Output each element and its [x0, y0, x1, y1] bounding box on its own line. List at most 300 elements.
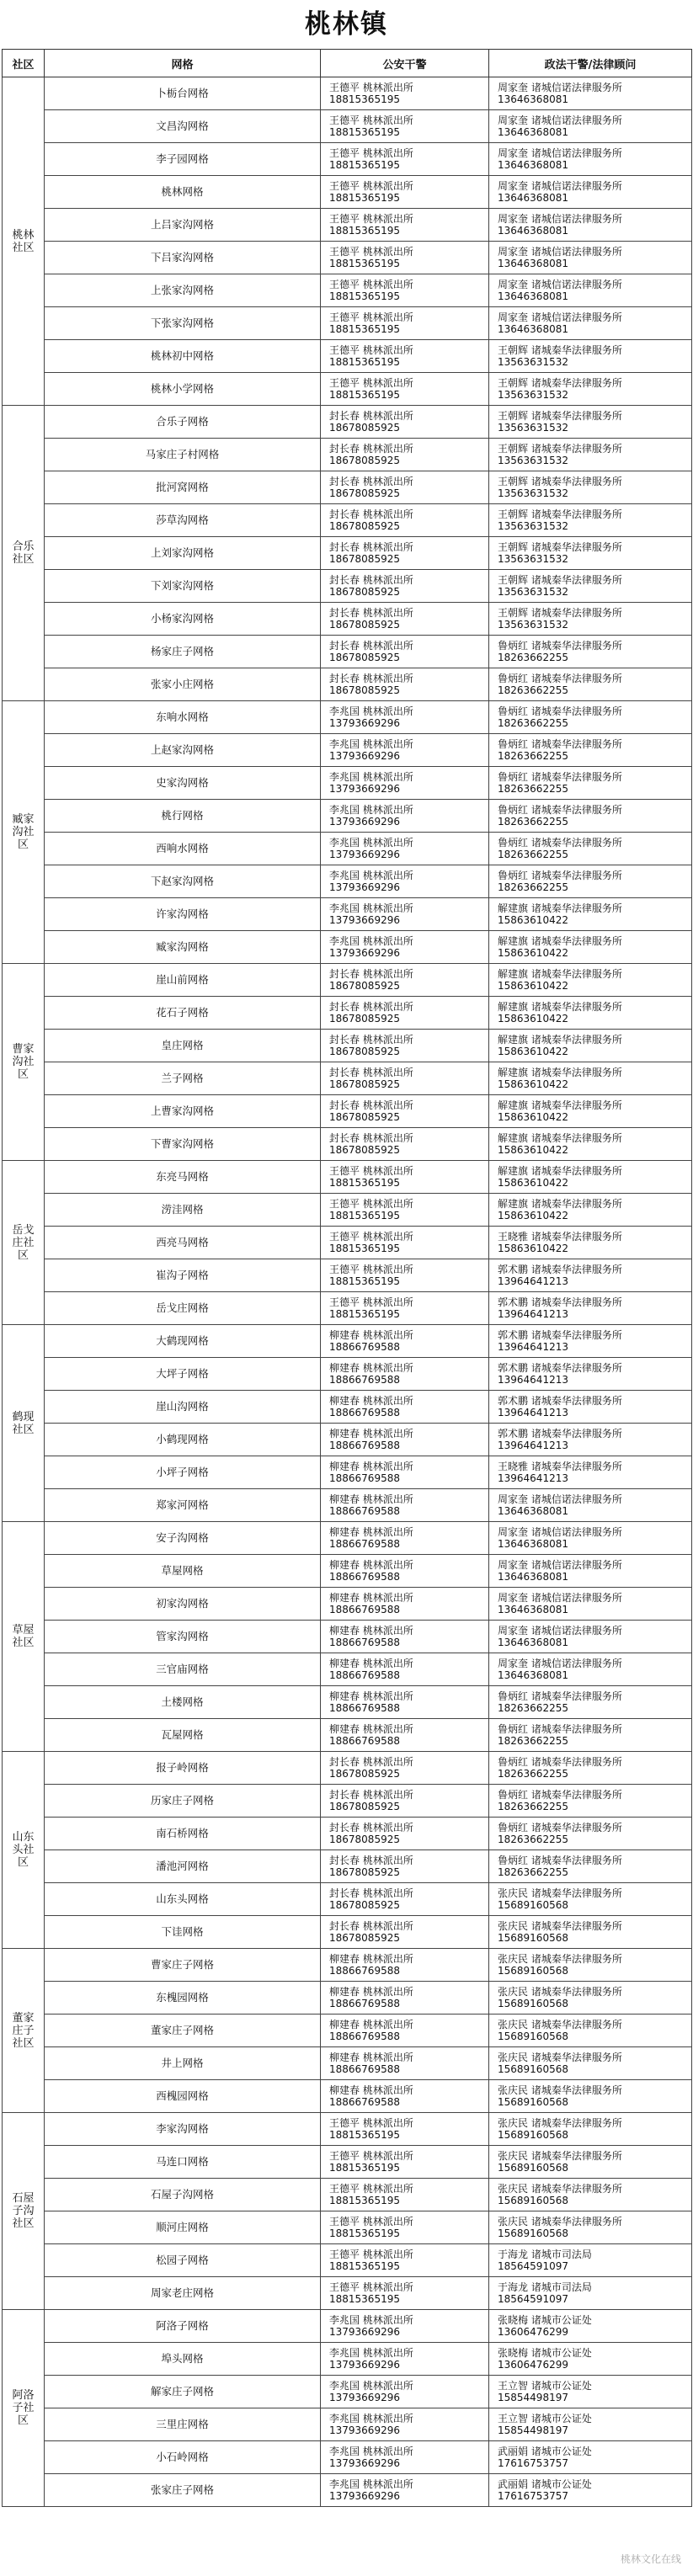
police-officer-cell: [321, 1259, 489, 1292]
grid-name: 小杨家沟网格: [45, 603, 321, 636]
legal-advisor: 周家奎 诸城信诺法律服务所: [498, 1559, 622, 1571]
police-officer-cell: [321, 2408, 489, 2441]
legal-advisor-cell: [489, 274, 692, 307]
table-row: [3, 176, 692, 209]
legal-advisor: 解建旗 诸城秦华法律服务所: [498, 935, 622, 947]
legal-advisor-cell: [489, 110, 692, 143]
legal-advisor: 张庆民 诸城秦华法律服务所: [498, 1986, 622, 1998]
table-row: [3, 1030, 692, 1062]
legal-advisor: 周家奎 诸城信诺法律服务所: [498, 82, 622, 93]
grid-name: 李家沟网格: [45, 2113, 321, 2146]
legal-phone: 13964641213: [498, 1440, 568, 1451]
table-row: [3, 1227, 692, 1259]
legal-phone: 18564591097: [498, 2260, 568, 2272]
legal-phone: 13964641213: [498, 1374, 568, 1386]
legal-advisor-cell: [489, 1030, 692, 1062]
grid-name: 涝洼网格: [45, 1194, 321, 1227]
legal-advisor-cell: [489, 2113, 692, 2146]
police-phone: 18866769588: [329, 1505, 400, 1517]
legal-advisor-cell: [489, 2211, 692, 2244]
table-row: [3, 209, 692, 242]
police-phone: 18866769588: [329, 1998, 400, 2009]
legal-advisor-cell: [489, 1227, 692, 1259]
table-row: [3, 931, 692, 964]
police-officer: 封长春 桃林派出所: [329, 541, 413, 553]
legal-advisor: 郭术鹏 诸城秦华法律服务所: [498, 1362, 622, 1374]
police-officer: 王德平 桃林派出所: [329, 1198, 413, 1210]
police-phone: 18866769588: [329, 2063, 400, 2075]
police-officer: 封长春 桃林派出所: [329, 1132, 413, 1144]
police-phone: 18815365195: [329, 356, 400, 368]
police-phone: 13793669296: [329, 2457, 400, 2469]
grid-name: 潘池河网格: [45, 1850, 321, 1883]
police-officer: 王德平 桃林派出所: [329, 180, 413, 192]
police-phone: 18678085925: [329, 1768, 400, 1780]
community-name: 岳戈庄社区: [3, 1161, 45, 1325]
grid-name: 下诖网格: [45, 1916, 321, 1949]
header-legal: 政法干警/法律顾问: [489, 50, 692, 77]
legal-advisor: 于海龙 诸城市司法局: [498, 2281, 592, 2293]
police-phone: 18815365195: [329, 1177, 400, 1189]
grid-name: 井上网格: [45, 2047, 321, 2080]
police-phone: 18815365195: [329, 1210, 400, 1221]
table-header-row: [3, 50, 692, 77]
legal-advisor: 王朝辉 诸城秦华法律服务所: [498, 377, 622, 389]
table-row: [3, 1358, 692, 1391]
grid-name: 杨家庄子网格: [45, 636, 321, 668]
legal-phone: 18263662255: [498, 783, 568, 795]
legal-advisor-cell: [489, 2376, 692, 2408]
police-officer: 柳建春 桃林派出所: [329, 1625, 413, 1637]
legal-advisor-cell: [489, 373, 692, 406]
police-officer: 柳建春 桃林派出所: [329, 1559, 413, 1571]
legal-phone: 13563631532: [498, 520, 568, 532]
legal-phone: 18263662255: [498, 1702, 568, 1714]
police-phone: 13793669296: [329, 849, 400, 860]
police-officer: 封长春 桃林派出所: [329, 476, 413, 487]
grid-name: 桃林初中网格: [45, 340, 321, 373]
police-officer: 王德平 桃林派出所: [329, 377, 413, 389]
legal-advisor: 鲁炳红 诸城秦华法律服务所: [498, 738, 622, 750]
grid-name: 松园子网格: [45, 2244, 321, 2277]
police-officer: 柳建春 桃林派出所: [329, 1658, 413, 1669]
table-row: [3, 1916, 692, 1949]
legal-advisor: 解建旗 诸城秦华法律服务所: [498, 1001, 622, 1013]
community-name: 山东头社区: [3, 1752, 45, 1949]
police-officer-cell: [321, 1522, 489, 1555]
police-officer-cell: [321, 800, 489, 833]
police-officer-cell: [321, 997, 489, 1030]
legal-phone: 13646368081: [498, 1637, 568, 1648]
police-phone: 18678085925: [329, 652, 400, 663]
police-phone: 18866769588: [329, 1735, 400, 1747]
police-officer-cell: [321, 1456, 489, 1489]
legal-advisor-cell: [489, 2179, 692, 2211]
police-officer: 柳建春 桃林派出所: [329, 1953, 413, 1965]
legal-phone: 13606476299: [498, 2326, 568, 2338]
police-officer: 王德平 桃林派出所: [329, 2249, 413, 2260]
table-row: [3, 2146, 692, 2179]
police-officer-cell: [321, 1982, 489, 2014]
grid-name: 东亮马网格: [45, 1161, 321, 1194]
legal-phone: 13646368081: [498, 1571, 568, 1583]
community-name: 合乐社区: [3, 406, 45, 701]
legal-phone: 15863610422: [498, 1144, 568, 1156]
police-officer-cell: [321, 307, 489, 340]
legal-advisor-cell: [489, 997, 692, 1030]
police-officer-cell: [321, 570, 489, 603]
legal-phone: 15863610422: [498, 1210, 568, 1221]
police-officer: 李兆国 桃林派出所: [329, 902, 413, 914]
table-row: [3, 1621, 692, 1653]
police-officer: 封长春 桃林派出所: [329, 1789, 413, 1801]
police-phone: 18678085925: [329, 1932, 400, 1944]
legal-advisor-cell: [489, 1850, 692, 1883]
grid-name: 历家庄子网格: [45, 1785, 321, 1818]
legal-advisor-cell: [489, 2408, 692, 2441]
police-phone: 18815365195: [329, 192, 400, 204]
legal-advisor: 王朝辉 诸城秦华法律服务所: [498, 541, 622, 553]
legal-phone: 15854498197: [498, 2392, 568, 2403]
legal-phone: 18564591097: [498, 2293, 568, 2305]
legal-advisor-cell: [489, 570, 692, 603]
police-officer: 王德平 桃林派出所: [329, 213, 413, 225]
police-officer: 封长春 桃林派出所: [329, 1001, 413, 1013]
grid-name: 上吕家沟网格: [45, 209, 321, 242]
police-officer-cell: [321, 1686, 489, 1719]
table-row: [3, 1982, 692, 2014]
grid-name: 南石桥网格: [45, 1818, 321, 1850]
legal-advisor-cell: [489, 242, 692, 274]
table-row: [3, 1489, 692, 1522]
police-officer-cell: [321, 1391, 489, 1424]
legal-advisor-cell: [489, 2441, 692, 2474]
police-officer: 王德平 桃林派出所: [329, 246, 413, 258]
police-officer-cell: [321, 439, 489, 471]
grid-name: 张家庄子网格: [45, 2474, 321, 2507]
legal-advisor: 解建旗 诸城秦华法律服务所: [498, 1067, 622, 1078]
legal-phone: 15863610422: [498, 1111, 568, 1123]
legal-advisor-cell: [489, 2146, 692, 2179]
legal-phone: 13646368081: [498, 1604, 568, 1615]
police-phone: 13793669296: [329, 2392, 400, 2403]
police-officer-cell: [321, 373, 489, 406]
police-phone: 18678085925: [329, 1866, 400, 1878]
table-row: [3, 2244, 692, 2277]
police-officer-cell: [321, 1292, 489, 1325]
legal-advisor-cell: [489, 865, 692, 898]
legal-phone: 15854498197: [498, 2424, 568, 2436]
police-officer-cell: [321, 1752, 489, 1785]
legal-phone: 13563631532: [498, 422, 568, 434]
community-name: 草屋社区: [3, 1522, 45, 1752]
grid-name: 山东头网格: [45, 1883, 321, 1916]
police-officer-cell: [321, 110, 489, 143]
table-row: [3, 1949, 692, 1982]
legal-phone: 15689160568: [498, 2063, 568, 2075]
police-phone: 18815365195: [329, 159, 400, 171]
legal-advisor-cell: [489, 2474, 692, 2507]
grid-name: 上张家沟网格: [45, 274, 321, 307]
legal-phone: 15863610422: [498, 980, 568, 992]
table-row: [3, 2080, 692, 2113]
legal-advisor: 周家奎 诸城信诺法律服务所: [498, 147, 622, 159]
police-officer-cell: [321, 471, 489, 504]
legal-phone: 13563631532: [498, 356, 568, 368]
police-phone: 18866769588: [329, 1965, 400, 1977]
table-row: [3, 2014, 692, 2047]
table-row: [3, 603, 692, 636]
legal-advisor-cell: [489, 1719, 692, 1752]
police-phone: 18678085925: [329, 684, 400, 696]
legal-advisor-cell: [489, 307, 692, 340]
table-row: [3, 274, 692, 307]
legal-phone: 13964641213: [498, 1275, 568, 1287]
legal-advisor-cell: [489, 2080, 692, 2113]
police-officer: 柳建春 桃林派出所: [329, 1690, 413, 1702]
legal-advisor-cell: [489, 2310, 692, 2343]
legal-advisor-cell: [489, 2047, 692, 2080]
legal-advisor: 解建旗 诸城秦华法律服务所: [498, 902, 622, 914]
table-row: [3, 2408, 692, 2441]
legal-advisor: 郭术鹏 诸城秦华法律服务所: [498, 1395, 622, 1407]
grid-name: 崖山前网格: [45, 964, 321, 997]
legal-advisor-cell: [489, 1949, 692, 1982]
legal-phone: 13646368081: [498, 192, 568, 204]
legal-advisor: 鲁炳红 诸城秦华法律服务所: [498, 640, 622, 652]
legal-phone: 13646368081: [498, 1505, 568, 1517]
legal-advisor: 周家奎 诸城信诺法律服务所: [498, 1493, 622, 1505]
legal-phone: 18263662255: [498, 750, 568, 762]
legal-advisor-cell: [489, 1194, 692, 1227]
police-officer-cell: [321, 603, 489, 636]
police-officer-cell: [321, 1194, 489, 1227]
legal-advisor: 张庆民 诸城秦华法律服务所: [498, 2183, 622, 2195]
police-phone: 18815365195: [329, 2129, 400, 2141]
page-title: 桃林镇: [305, 9, 388, 40]
grid-name: 埠头网格: [45, 2343, 321, 2376]
police-officer: 李兆国 桃林派出所: [329, 837, 413, 849]
legal-phone: 15689160568: [498, 2227, 568, 2239]
community-name: 石屋子沟社区: [3, 2113, 45, 2310]
grid-name: 卜栃台网格: [45, 77, 321, 110]
grid-name: 西响水网格: [45, 833, 321, 865]
police-phone: 13793669296: [329, 881, 400, 893]
police-officer: 王德平 桃林派出所: [329, 1165, 413, 1177]
police-phone: 18815365195: [329, 290, 400, 302]
legal-advisor: 解建旗 诸城秦华法律服务所: [498, 1165, 622, 1177]
community-name: 桃林社区: [3, 77, 45, 406]
police-officer: 封长春 桃林派出所: [329, 1855, 413, 1866]
police-officer: 柳建春 桃林派出所: [329, 2084, 413, 2096]
police-officer-cell: [321, 1785, 489, 1818]
legal-phone: 15689160568: [498, 2162, 568, 2174]
police-officer: 王德平 桃林派出所: [329, 1231, 413, 1243]
grid-name: 莎草沟网格: [45, 504, 321, 537]
police-phone: 18815365195: [329, 1275, 400, 1287]
legal-advisor: 鲁炳红 诸城秦华法律服务所: [498, 870, 622, 881]
legal-advisor-cell: [489, 2277, 692, 2310]
police-officer: 李兆国 桃林派出所: [329, 2478, 413, 2490]
legal-advisor-cell: [489, 833, 692, 865]
police-officer-cell: [321, 1818, 489, 1850]
police-officer: 封长春 桃林派出所: [329, 1822, 413, 1834]
legal-advisor: 鲁炳红 诸城秦华法律服务所: [498, 673, 622, 684]
legal-advisor-cell: [489, 701, 692, 734]
police-officer: 王德平 桃林派出所: [329, 279, 413, 290]
police-phone: 18866769588: [329, 1440, 400, 1451]
grid-name: 上刘家沟网格: [45, 537, 321, 570]
table-row: [3, 340, 692, 373]
legal-advisor: 张庆民 诸城秦华法律服务所: [498, 1953, 622, 1965]
grid-name: 曹家庄子网格: [45, 1949, 321, 1982]
police-officer-cell: [321, 1916, 489, 1949]
police-officer-cell: [321, 636, 489, 668]
legal-advisor: 武丽娟 诸城市公证处: [498, 2478, 592, 2490]
table-row: [3, 2310, 692, 2343]
police-phone: 18678085925: [329, 980, 400, 992]
legal-advisor-cell: [489, 898, 692, 931]
police-officer-cell: [321, 242, 489, 274]
table-row: [3, 1719, 692, 1752]
police-officer-cell: [321, 176, 489, 209]
table-row: [3, 1424, 692, 1456]
legal-phone: 18263662255: [498, 1735, 568, 1747]
legal-advisor: 张庆民 诸城秦华法律服务所: [498, 2084, 622, 2096]
police-officer: 柳建春 桃林派出所: [329, 1986, 413, 1998]
table-row: [3, 2376, 692, 2408]
legal-advisor: 鲁炳红 诸城秦华法律服务所: [498, 705, 622, 717]
police-phone: 18678085925: [329, 1801, 400, 1812]
police-officer: 封长春 桃林派出所: [329, 1920, 413, 1932]
police-officer: 王德平 桃林派出所: [329, 82, 413, 93]
grid-name: 周家老庄网格: [45, 2277, 321, 2310]
grid-name: 报子岭网格: [45, 1752, 321, 1785]
police-officer-cell: [321, 274, 489, 307]
police-officer-cell: [321, 2113, 489, 2146]
grid-name: 西槐园网格: [45, 2080, 321, 2113]
table-row: [3, 406, 692, 439]
police-officer-cell: [321, 1588, 489, 1621]
grid-name: 土楼网格: [45, 1686, 321, 1719]
police-officer-cell: [321, 2310, 489, 2343]
grid-name: 臧家沟网格: [45, 931, 321, 964]
legal-advisor: 周家奎 诸城信诺法律服务所: [498, 1658, 622, 1669]
legal-advisor-cell: [489, 603, 692, 636]
police-officer-cell: [321, 701, 489, 734]
table-row: [3, 1850, 692, 1883]
police-phone: 13793669296: [329, 914, 400, 926]
grid-name: 董家庄子网格: [45, 2014, 321, 2047]
legal-phone: 13563631532: [498, 619, 568, 631]
police-officer: 李兆国 桃林派出所: [329, 705, 413, 717]
legal-advisor: 周家奎 诸城信诺法律服务所: [498, 180, 622, 192]
police-officer: 李兆国 桃林派出所: [329, 935, 413, 947]
police-officer-cell: [321, 2014, 489, 2047]
table-row: [3, 1292, 692, 1325]
legal-advisor: 解建旗 诸城秦华法律服务所: [498, 1132, 622, 1144]
police-officer: 李兆国 桃林派出所: [329, 870, 413, 881]
police-phone: 18815365195: [329, 389, 400, 401]
police-officer-cell: [321, 2211, 489, 2244]
grid-name: 上曹家沟网格: [45, 1095, 321, 1128]
table-row: [3, 2441, 692, 2474]
legal-advisor-cell: [489, 1785, 692, 1818]
legal-advisor: 解建旗 诸城秦华法律服务所: [498, 1198, 622, 1210]
legal-advisor: 郭术鹏 诸城秦华法律服务所: [498, 1264, 622, 1275]
legal-advisor-cell: [489, 1391, 692, 1424]
police-phone: 13793669296: [329, 2359, 400, 2371]
legal-phone: 15689160568: [498, 1965, 568, 1977]
police-phone: 18678085925: [329, 455, 400, 466]
legal-phone: 15863610422: [498, 1177, 568, 1189]
legal-phone: 13964641213: [498, 1472, 568, 1484]
grid-name: 下曹家沟网格: [45, 1128, 321, 1161]
legal-advisor-cell: [489, 1818, 692, 1850]
police-officer: 李兆国 桃林派出所: [329, 2446, 413, 2457]
police-officer-cell: [321, 1161, 489, 1194]
legal-advisor: 郭术鹏 诸城秦华法律服务所: [498, 1296, 622, 1308]
police-officer: 柳建春 桃林派出所: [329, 1428, 413, 1440]
legal-advisor: 王晓雅 诸城秦华法律服务所: [498, 1461, 622, 1472]
police-officer-cell: [321, 406, 489, 439]
legal-phone: 15863610422: [498, 1243, 568, 1254]
legal-advisor-cell: [489, 1062, 692, 1095]
community-name: 曹家沟社区: [3, 964, 45, 1161]
legal-phone: 13563631532: [498, 389, 568, 401]
grid-name: 李子园网格: [45, 143, 321, 176]
grid-name: 解家庄子网格: [45, 2376, 321, 2408]
police-officer-cell: [321, 1095, 489, 1128]
legal-advisor: 鲁炳红 诸城秦华法律服务所: [498, 771, 622, 783]
table-row: [3, 2113, 692, 2146]
legal-advisor-cell: [489, 800, 692, 833]
police-officer-cell: [321, 1621, 489, 1653]
police-officer-cell: [321, 2277, 489, 2310]
legal-advisor-cell: [489, 767, 692, 800]
grid-name: 批河窝网格: [45, 471, 321, 504]
legal-advisor: 周家奎 诸城信诺法律服务所: [498, 1625, 622, 1637]
legal-phone: 13606476299: [498, 2359, 568, 2371]
grid-name: 安子沟网格: [45, 1522, 321, 1555]
police-officer-cell: [321, 340, 489, 373]
grid-name: 东响水网格: [45, 701, 321, 734]
legal-advisor: 郭术鹏 诸城秦华法律服务所: [498, 1428, 622, 1440]
legal-advisor: 王立智 诸城市公证处: [498, 2413, 592, 2424]
police-phone: 13793669296: [329, 2424, 400, 2436]
police-phone: 18678085925: [329, 1078, 400, 1090]
police-phone: 18815365195: [329, 258, 400, 269]
table-row: [3, 1391, 692, 1424]
police-officer-cell: [321, 2146, 489, 2179]
legal-advisor-cell: [489, 1982, 692, 2014]
police-officer: 柳建春 桃林派出所: [329, 1493, 413, 1505]
police-officer-cell: [321, 1062, 489, 1095]
legal-phone: 15689160568: [498, 2195, 568, 2206]
police-officer-cell: [321, 2047, 489, 2080]
police-phone: 18815365195: [329, 2293, 400, 2305]
legal-advisor-cell: [489, 1259, 692, 1292]
police-phone: 18866769588: [329, 2096, 400, 2108]
police-phone: 18815365195: [329, 2162, 400, 2174]
grid-name: 桃行网格: [45, 800, 321, 833]
police-officer-cell: [321, 2441, 489, 2474]
legal-advisor-cell: [489, 2244, 692, 2277]
legal-advisor: 张晓梅 诸城市公证处: [498, 2347, 592, 2359]
legal-phone: 18263662255: [498, 652, 568, 663]
grid-name: 东槐园网格: [45, 1982, 321, 2014]
legal-advisor-cell: [489, 1883, 692, 1916]
